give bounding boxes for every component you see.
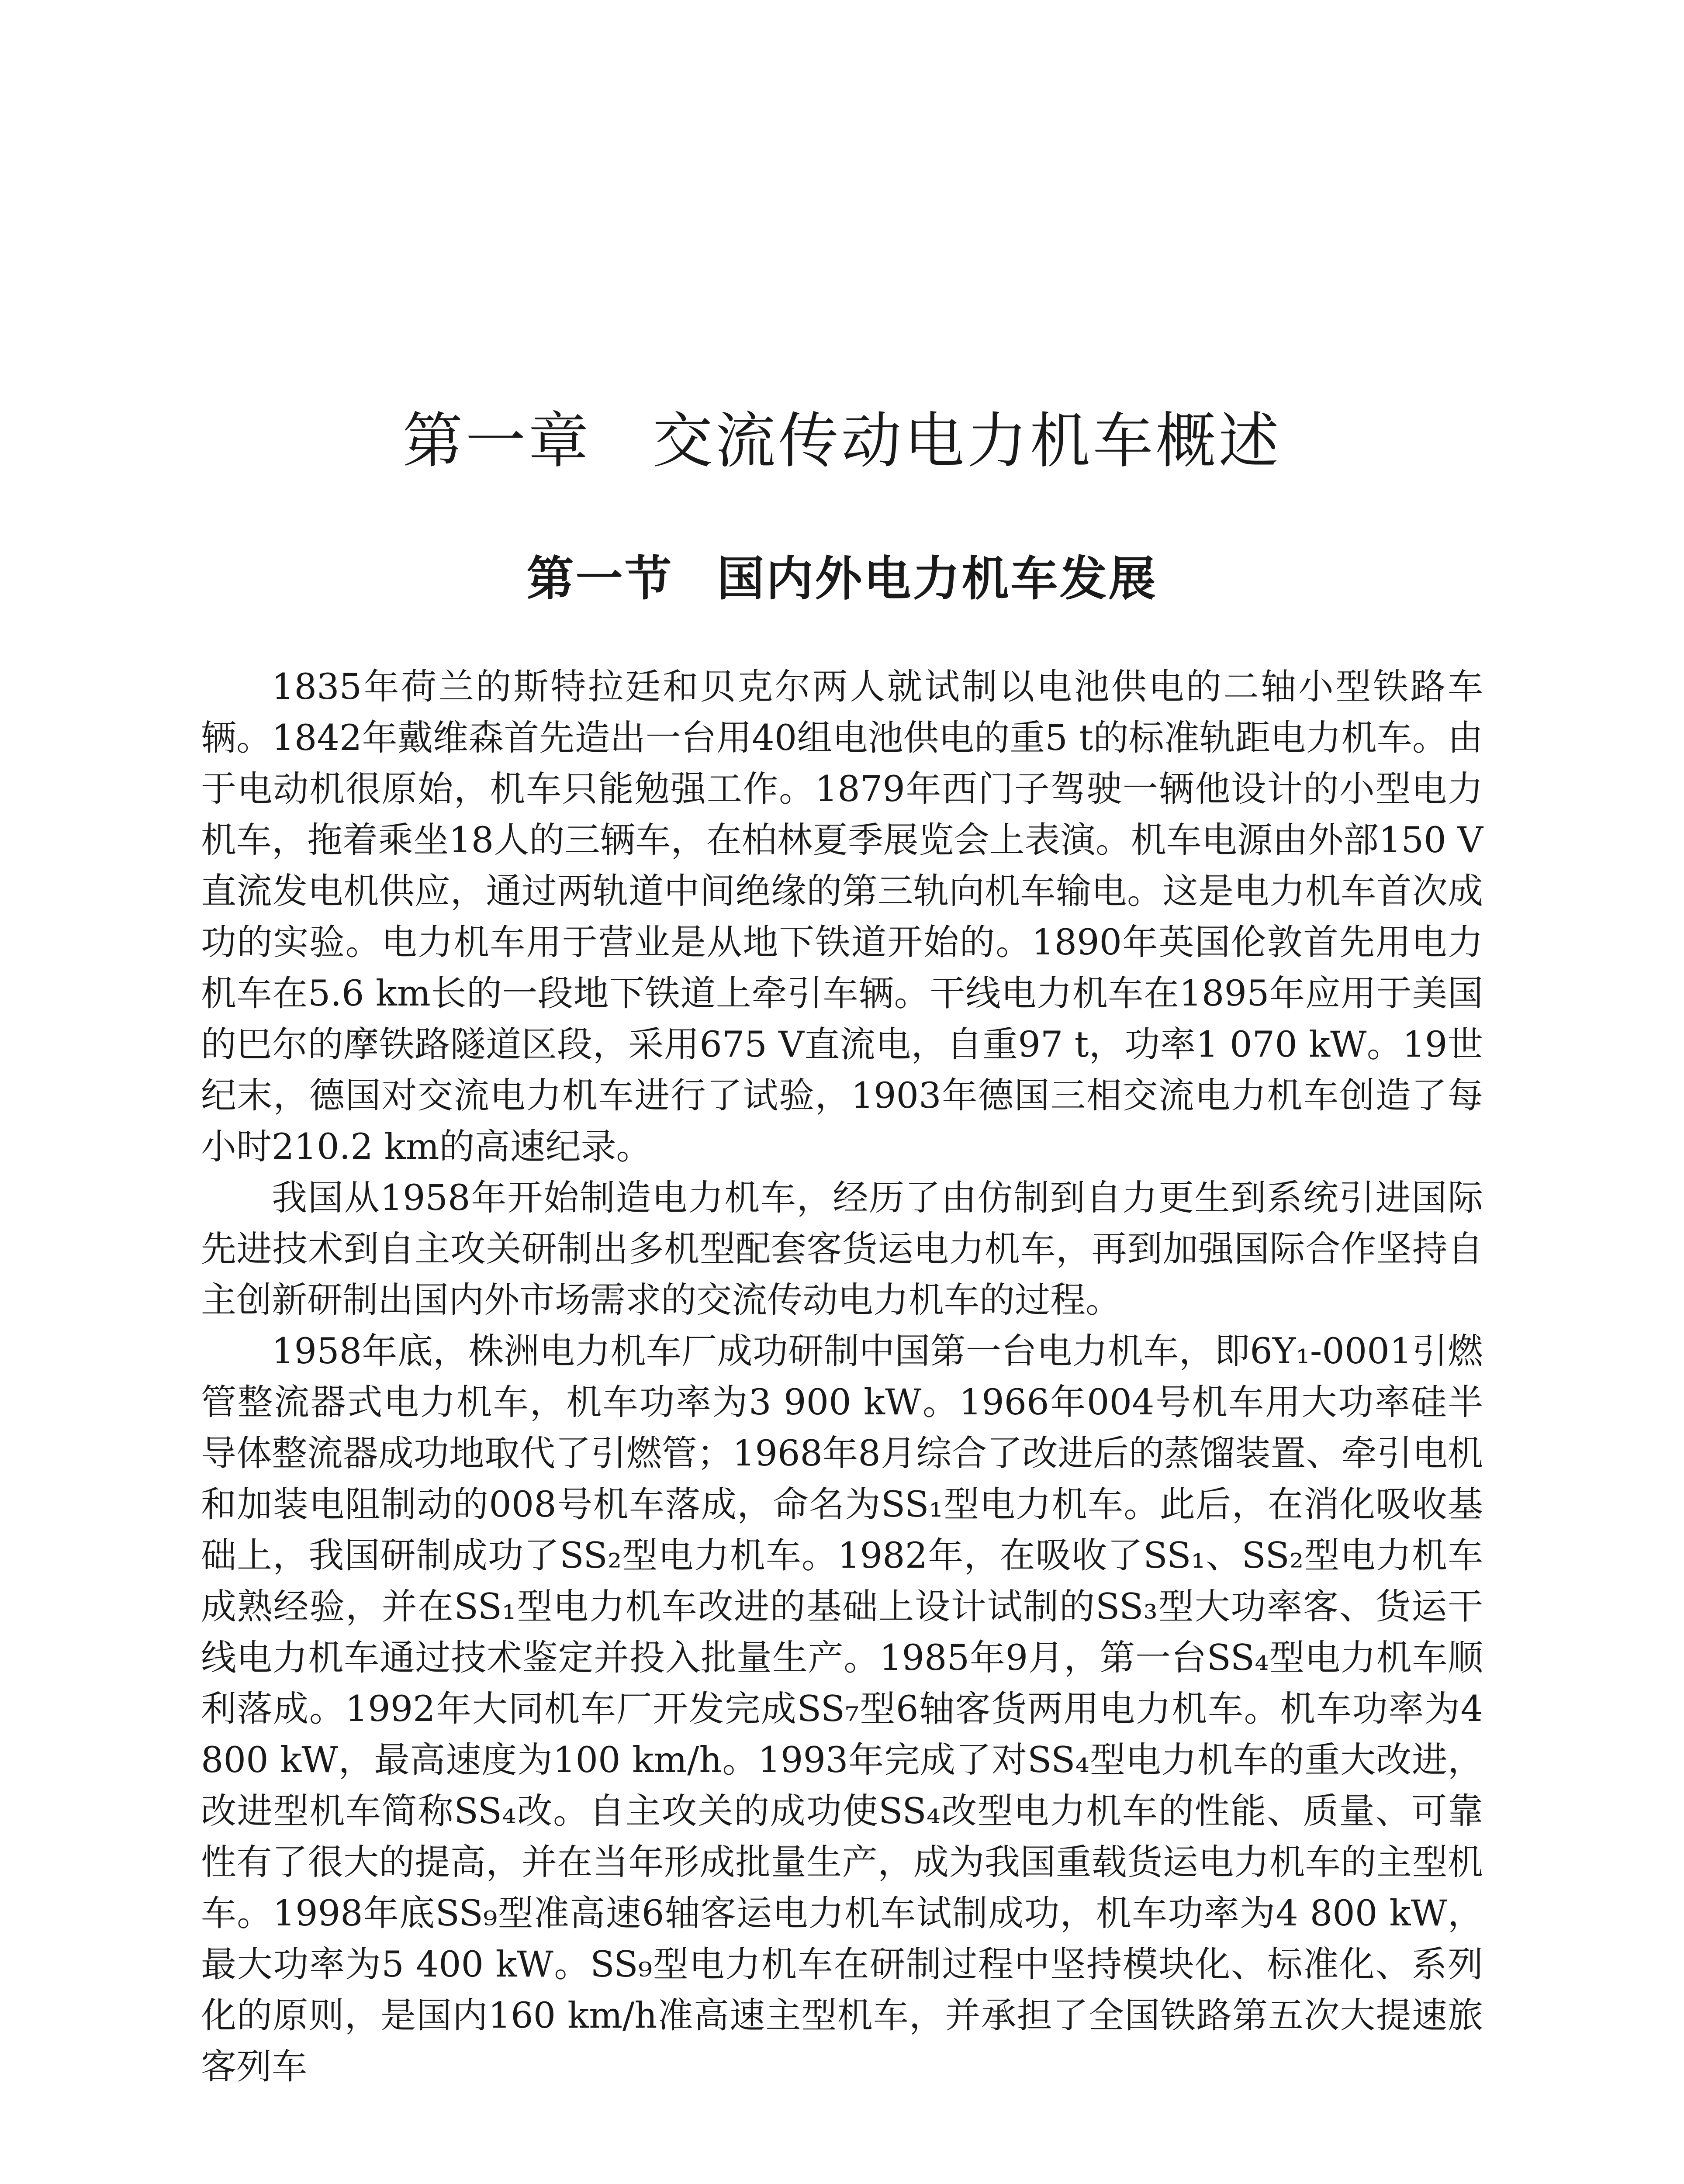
paragraph: 1835年荷兰的斯特拉廷和贝克尔两人就试制以电池供电的二轴小型铁路车辆。1842年戴维森首先造出一台用40组电池供电的重5 t的标准轨距电力机车。由于电动机很原始，机车只能勉强工作。1879年西门子驾驶一辆他设计的小型电力机车，拖着乘坐18人的三辆车，在柏林夏季展览会上表演。机车电源由外部150 V直流发电机供应，通过两轨道中间绝缘的第三轨向机车输电。这是电力机车首次成功的实验。电力机车用于营业是从地下铁道开始的。1890年英国伦敦首先用电力机车在5.6 km长的一段地下铁道上牵引车辆。干线电力机车在1895年应用于美国的巴尔的摩铁路隧道区段，采用675 V直流电，自重97 t，功率1 070 kW。19世纪末，德国对交流电力机车进行了试验，1903年德国三相交流电力机车创造了每小时210.2 km的高速纪录。 xyxy=(201,667,1483,1168)
chapter-title xyxy=(0,402,1684,480)
section-label: 第一节 xyxy=(526,551,674,606)
section-title xyxy=(0,546,1684,612)
chapter-label: 第一章 xyxy=(402,406,591,476)
paragraph: 1958年底，株洲电力机车厂成功研制中国第一台电力机车，即6Y₁-0001引燃管整流器式电力机车，机车功率为3 900 kW。1966年004号机车用大功率硅半导体整流器成功地取代了引燃管；1968年8月综合了改进后的蒸馏装置、牵引电机和加装电阻制动的008号机车落成，命名为SS₁型电力机车。此后，在消化吸收基础上，我国研制成功了SS₂型电力机车。1982年，在吸收了SS₁、SS₂型电力机车成熟经验，并在SS₁型电力机车改进的基础上设计试制的SS₃型大功率客、货运干线电力机车通过技术鉴定并投入批量生产。1985年9月，第一台SS₄型电力机车顺利落成。1992年大同机车厂开发完成SS₇型6轴客货两用电力机车。机车功率为4 800 kW，最高速度为100 km/h。1993年完成了对SS₄型电力机车的重大改进，改进型机车简称SS₄改。自主攻关的成功使SS₄改型电力机车的性能、质量、可靠性有了很大的提高，并在当年形成批量生产，成为我国重载货运电力机车的主型机车。1998年底SS₉型准高速6轴客运电力机车试制成功，机车功率为4 800 kW，最大功率为5 400 kW。SS₉型电力机车在研制过程中坚持模块化、标准化、系列化的原则，是国内160 km/h准高速主型机车，并承担了全国铁路第五次大提速旅客列车 xyxy=(201,1331,1483,2087)
body-text xyxy=(201,662,1483,2093)
paragraph: 我国从1958年开始制造电力机车，经历了由仿制到自力更生到系统引进国际先进技术到自主攻关研制出多机型配套客货运电力机车，再到加强国际合作坚持自主创新研制出国内外市场需求的交流传动电力机车的过程。 xyxy=(201,1178,1483,1321)
chapter-title-text: 交流传动电力机车概述 xyxy=(652,406,1282,476)
section-title-text: 国内外电力机车发展 xyxy=(717,551,1158,606)
